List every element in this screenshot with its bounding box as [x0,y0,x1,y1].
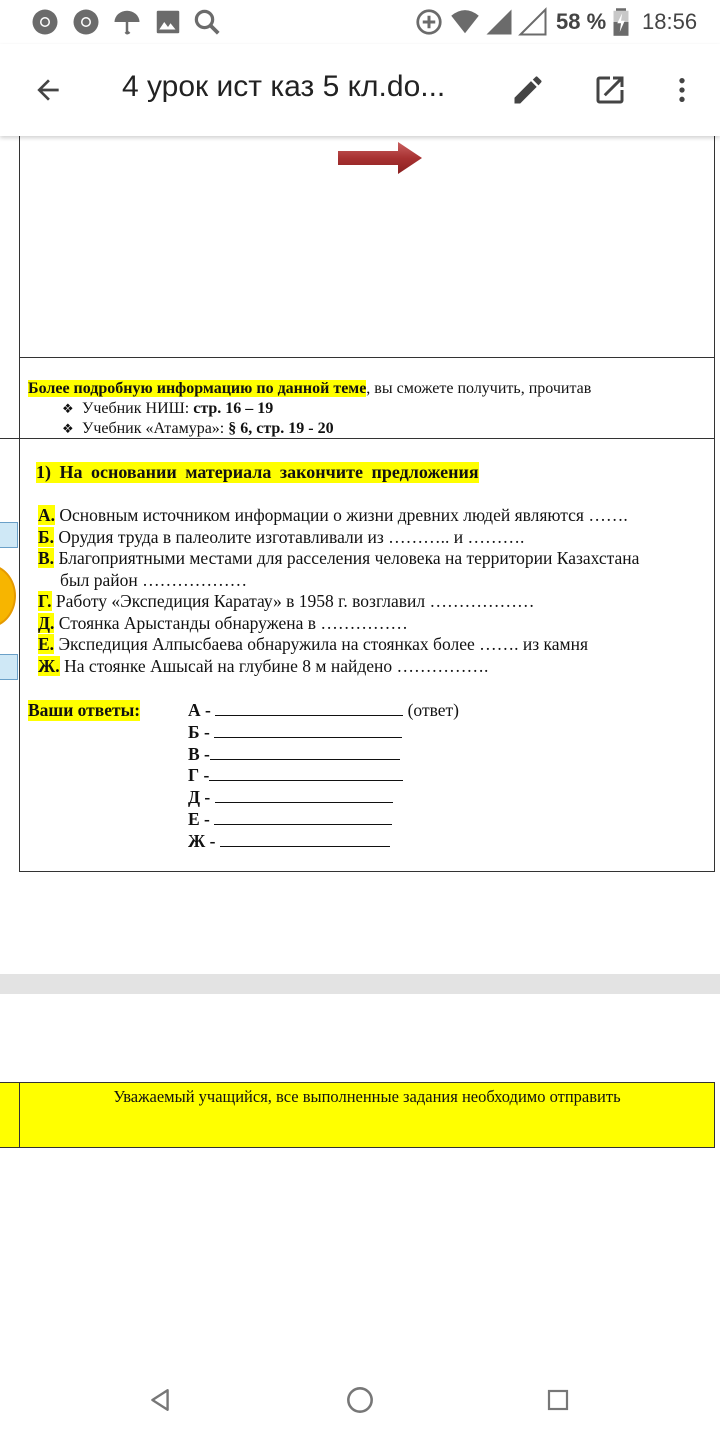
answer-row: В - [188,744,459,766]
page-gap [0,974,720,994]
answer-row: Д - [188,787,459,809]
question-item: А. Основным источником информации о жизни древних людей являются ……. [38,505,628,525]
answer-row: Г - [188,765,459,787]
answer-row: Е - [188,809,459,831]
image-icon [153,7,183,37]
question-item: Е. Экспедиция Алпысбаева обнаружила на стоянках более ……. из камня [38,634,589,654]
nav-recents-button[interactable] [538,1380,578,1420]
source-item: ❖ Учебник «Атамура»: § 6, стр. 19 - 20 [62,420,334,437]
questions-list [38,505,698,677]
open-in-new-icon [592,72,628,108]
diamond-bullet-icon: ❖ [62,401,74,416]
app-bar [0,44,720,136]
right-arrow-icon [336,140,424,176]
additional-info [28,379,591,439]
chrome-icon-2 [71,7,101,37]
battery-percent: 58 % [556,9,607,34]
arrow-back-icon [32,74,64,106]
side-box-clipped [0,654,18,680]
data-saver-icon [414,7,444,37]
battery-icon [610,7,632,37]
square-recents-icon [546,1388,570,1412]
table-divider [19,357,715,358]
navigation-bar [0,1360,720,1440]
umbrella-icon [112,7,142,37]
document-page-2 [0,994,720,1394]
task-title: 1) На основании материала закончите предложения [36,462,479,482]
notice-box [0,1082,715,1148]
nav-back-button[interactable] [140,1380,180,1420]
notice-text: Уважаемый учащийся, все выполненные задания необходимо отправить [113,1087,621,1106]
document-title: 4 урок ист каз 5 кл.do... [122,70,446,103]
signal-empty-icon [518,7,548,37]
open-external-button[interactable] [586,66,634,114]
source-item: ❖ Учебник НИШ: стр. 16 – 19 [62,400,274,417]
wifi-icon [450,7,480,37]
diamond-bullet-icon: ❖ [62,421,74,436]
question-item: Б. Орудия труда в палеолите изготавливали из ……….. и ………. [38,526,525,547]
side-box-clipped [0,522,18,548]
signal-icon [484,7,514,37]
document-page-1 [0,136,720,974]
answer-row: Б - [188,722,459,744]
question-item: Ж. На стоянке Ашысай на глубине 8 м найдено ……………. [38,655,489,676]
pencil-icon [510,72,546,108]
clock: 18:56 [642,9,698,34]
search-icon [192,7,222,37]
answer-row: Ж - [188,831,459,853]
chrome-icon [30,7,60,37]
question-item: В. Благоприятными местами для расселения человека на территории Казахстана [38,548,640,568]
more-options-button[interactable] [658,66,706,114]
more-vert-icon [666,74,698,106]
question-item: Г. Работу «Экспедиция Каратау» в 1958 г. возглавил ……………… [38,591,535,611]
nav-home-button[interactable] [340,1380,380,1420]
triangle-back-icon [147,1387,173,1413]
info-intro-rest: , вы сможете получить, прочитав [366,380,592,397]
question-item-continuation: был район ……………… [60,569,248,590]
answers-label: Ваши ответы: [28,700,141,720]
answer-row: А - (ответ) [188,700,459,720]
answers-list [188,700,459,853]
back-button[interactable] [24,66,72,114]
circle-home-icon [346,1386,374,1414]
question-item: Д. Стоянка Арыстанды обнаружена в …………… [38,612,408,633]
emoji-icon [0,564,16,628]
status-bar [0,0,720,44]
edit-button[interactable] [504,66,552,114]
info-intro-highlight: Более подробную информацию по данной теме [28,380,367,397]
